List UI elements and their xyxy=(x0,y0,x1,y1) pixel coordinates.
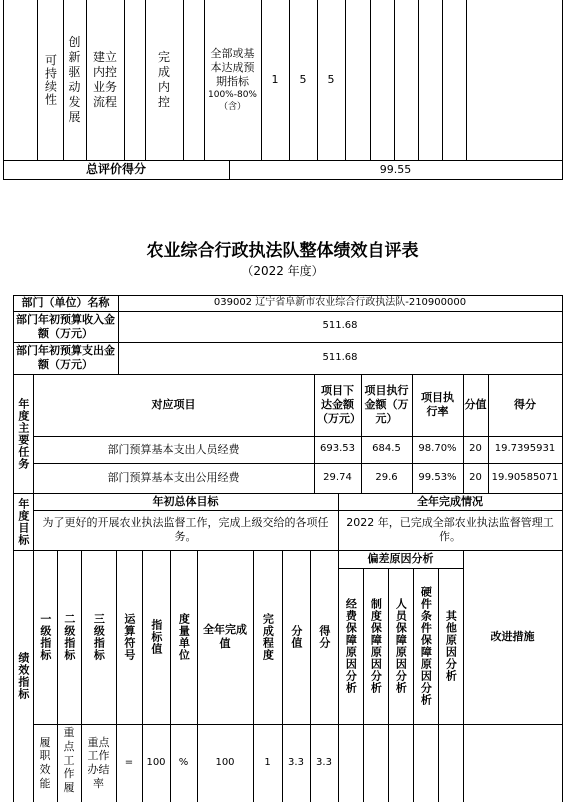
perf-unit: % xyxy=(178,756,189,768)
total-score-value: 99.55 xyxy=(379,162,412,176)
header-score: 得分 xyxy=(317,625,331,649)
header-dev-system: 制度保障原因分析 xyxy=(369,598,383,694)
task-row-2-score: 19.90585071 xyxy=(491,471,559,483)
header-level3: 三级指标 xyxy=(92,613,106,661)
perf-operator: = xyxy=(124,756,134,768)
eval-range: 100%-80%（含） xyxy=(208,90,257,112)
header-points: 分值 xyxy=(464,398,487,412)
goals-plan-header: 年初总体目标 xyxy=(152,494,219,508)
dept-label: 部门（单位）名称 xyxy=(21,296,110,310)
task-row-1-item: 部门预算基本支出人员经费 xyxy=(107,442,240,456)
task-row-1-score: 19.7395931 xyxy=(494,443,556,455)
header-dev-funding: 经费保障原因分析 xyxy=(344,598,358,694)
task-row-2-points: 20 xyxy=(469,471,482,483)
perf-level1: 履职效能 xyxy=(39,735,51,790)
task-row-1-executed: 684.5 xyxy=(372,443,401,455)
perf-actual: 100 xyxy=(215,756,235,768)
task-row-2-rate: 99.53% xyxy=(418,471,457,483)
header-dev-other: 其他原因分析 xyxy=(444,610,458,682)
page-subtitle: （2022 年度） xyxy=(241,264,324,278)
page-title: 农业综合行政执法队整体绩效自评表 xyxy=(146,241,419,261)
header-dev-hardware: 硬件条件保障原因分析 xyxy=(419,586,433,706)
task-row-2-item: 部门预算基本支出公用经费 xyxy=(107,471,240,485)
header-dev-staff: 人员保障原因分析 xyxy=(394,598,408,694)
perf-points: 3.3 xyxy=(288,756,304,768)
task-row-1-rate: 98.70% xyxy=(418,443,457,455)
header-level1: 一级指标 xyxy=(38,613,52,661)
goals-side-label: 年度目标 xyxy=(16,497,30,546)
perf-side-label: 绩效指标 xyxy=(16,652,30,700)
header-unit: 度量单位 xyxy=(177,613,191,661)
indicator-name: 完成内控 xyxy=(157,50,170,109)
weight-value: 1 xyxy=(271,73,279,87)
tasks-side-label: 年度主要任务 xyxy=(16,397,30,470)
income-value: 511.68 xyxy=(322,320,358,332)
expense-label: 部门年初预算支出金额（万元） xyxy=(16,344,115,371)
header-level2: 二级指标 xyxy=(62,613,76,661)
perf-level3: 重点工作办结率 xyxy=(87,735,110,790)
perf-score: 3.3 xyxy=(316,756,332,768)
header-operator: 运算符号 xyxy=(122,613,136,661)
task-row-1-points: 20 xyxy=(469,443,482,455)
expense-value: 511.68 xyxy=(322,351,358,363)
task-row-2-executed: 29.6 xyxy=(375,471,398,483)
level1-indicator: 可持续性 xyxy=(43,54,58,106)
header-executed: 项目执行金额（万元） xyxy=(364,384,409,425)
header-degree: 完成程度 xyxy=(261,613,275,661)
header-points: 分值 xyxy=(289,625,303,649)
dept-value: 039002 辽宁省阜新市农业综合行政执法队-210900000 xyxy=(213,296,467,308)
task-row-1-budget: 693.53 xyxy=(320,443,355,455)
header-actual: 全年完成值 xyxy=(203,623,247,650)
points-value: 5 xyxy=(299,73,307,87)
total-score-label: 总评价得分 xyxy=(85,162,146,176)
header-item: 对应项目 xyxy=(151,398,196,412)
goals-done-header: 全年完成情况 xyxy=(417,494,483,508)
goals-plan-text: 为了更好的开展农业执法监督工作，完成上级交给的各项任务。 xyxy=(42,516,329,543)
perf-degree: 1 xyxy=(264,756,271,768)
header-rate: 项目执行率 xyxy=(421,391,454,418)
header-improve: 改进措施 xyxy=(490,630,535,644)
header-budget: 项目下达金额（万元） xyxy=(317,384,361,425)
eval-standard: 全部或基本达成预期指标 xyxy=(210,47,255,88)
level3-indicator: 建立内控业务流程 xyxy=(92,50,117,109)
perf-target: 100 xyxy=(146,756,166,768)
income-label: 部门年初预算收入金额（万元） xyxy=(16,312,115,340)
level2-indicator: 创新驱动发展 xyxy=(68,35,81,124)
task-row-2-budget: 29.74 xyxy=(323,471,352,483)
goals-done-text: 2022 年，已完成全部农业执法监督管理工作。 xyxy=(346,516,554,543)
header-deviation: 偏差原因分析 xyxy=(367,552,434,566)
perf-level2: 重点工作履 xyxy=(63,726,75,794)
header-score: 得分 xyxy=(514,398,536,412)
header-target: 指标值 xyxy=(149,619,163,655)
score-value: 5 xyxy=(327,73,335,87)
